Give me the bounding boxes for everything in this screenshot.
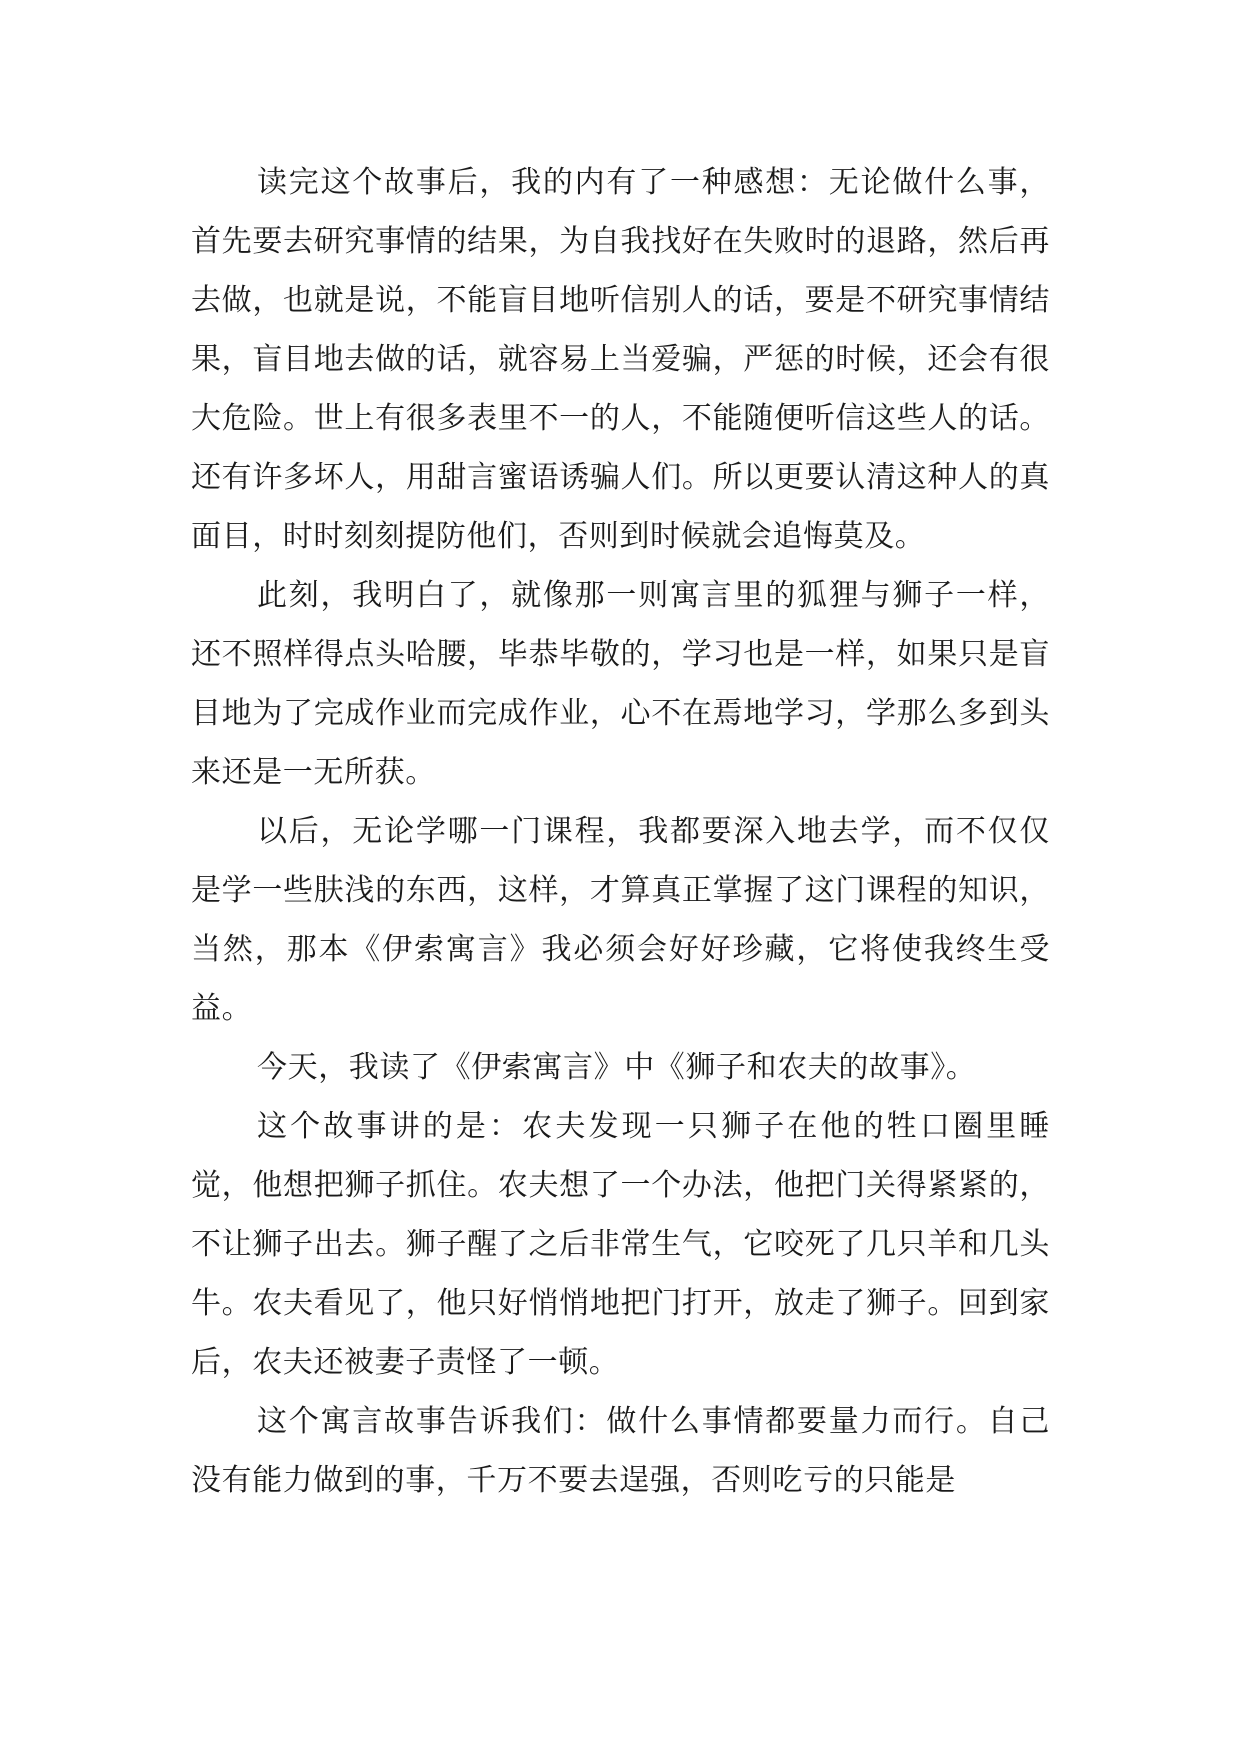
paragraph-moral: 这个寓言故事告诉我们：做什么事情都要量力而行。自己没有能力做到的事，千万不要去逞强，否则吃亏的只能是 (191, 1404, 1050, 1498)
paragraph-resolution: 以后，无论学哪一门课程，我都要深入地去学，而不仅仅是学一些肤浅的东西，这样，才算真正掌握了这门课程的知识，当然，那本《伊索寓言》我必须会好好珍藏，它将使我终生受益。 (191, 814, 1050, 1026)
paragraph-story-summary: 这个故事讲的是：农夫发现一只狮子在他的牲口圈里睡觉，他想把狮子抓住。农夫想了一个办法，他把门关得紧紧的，不让狮子出去。狮子醒了之后非常生气，它咬死了几只羊和几头牛。农夫看见了，他只好悄悄地把门打开，放走了狮子。回到家后，农夫还被妻子责怪了一顿。 (191, 1109, 1050, 1380)
paragraph-realization: 此刻，我明白了，就像那一则寓言里的狐狸与狮子一样，还不照样得点头哈腰，毕恭毕敬的，学习也是一样，如果只是盲目地为了完成作业而完成作业，心不在焉地学习，学那么多到头来还是一无所获。 (191, 578, 1050, 790)
paragraph-intro: 今天，我读了《伊索寓言》中《狮子和农夫的故事》。 (257, 1050, 977, 1085)
document-body (191, 153, 1050, 1510)
paragraph-reflection: 读完这个故事后，我的内有了一种感想：无论做什么事，首先要去研究事情的结果，为自我找好在失败时的退路，然后再去做，也就是说，不能盲目地听信别人的话，要是不研究事情结果，盲目地去做的话，就容易上当爱骗，严惩的时候，还会有很大危险。世上有很多表里不一的人，不能随便听信这些人的话。还有许多坏人，用甜言蜜语诱骗人们。所以更要认清这种人的真面目，时时刻刻提防他们，否则到时候就会追悔莫及。 (191, 165, 1050, 554)
